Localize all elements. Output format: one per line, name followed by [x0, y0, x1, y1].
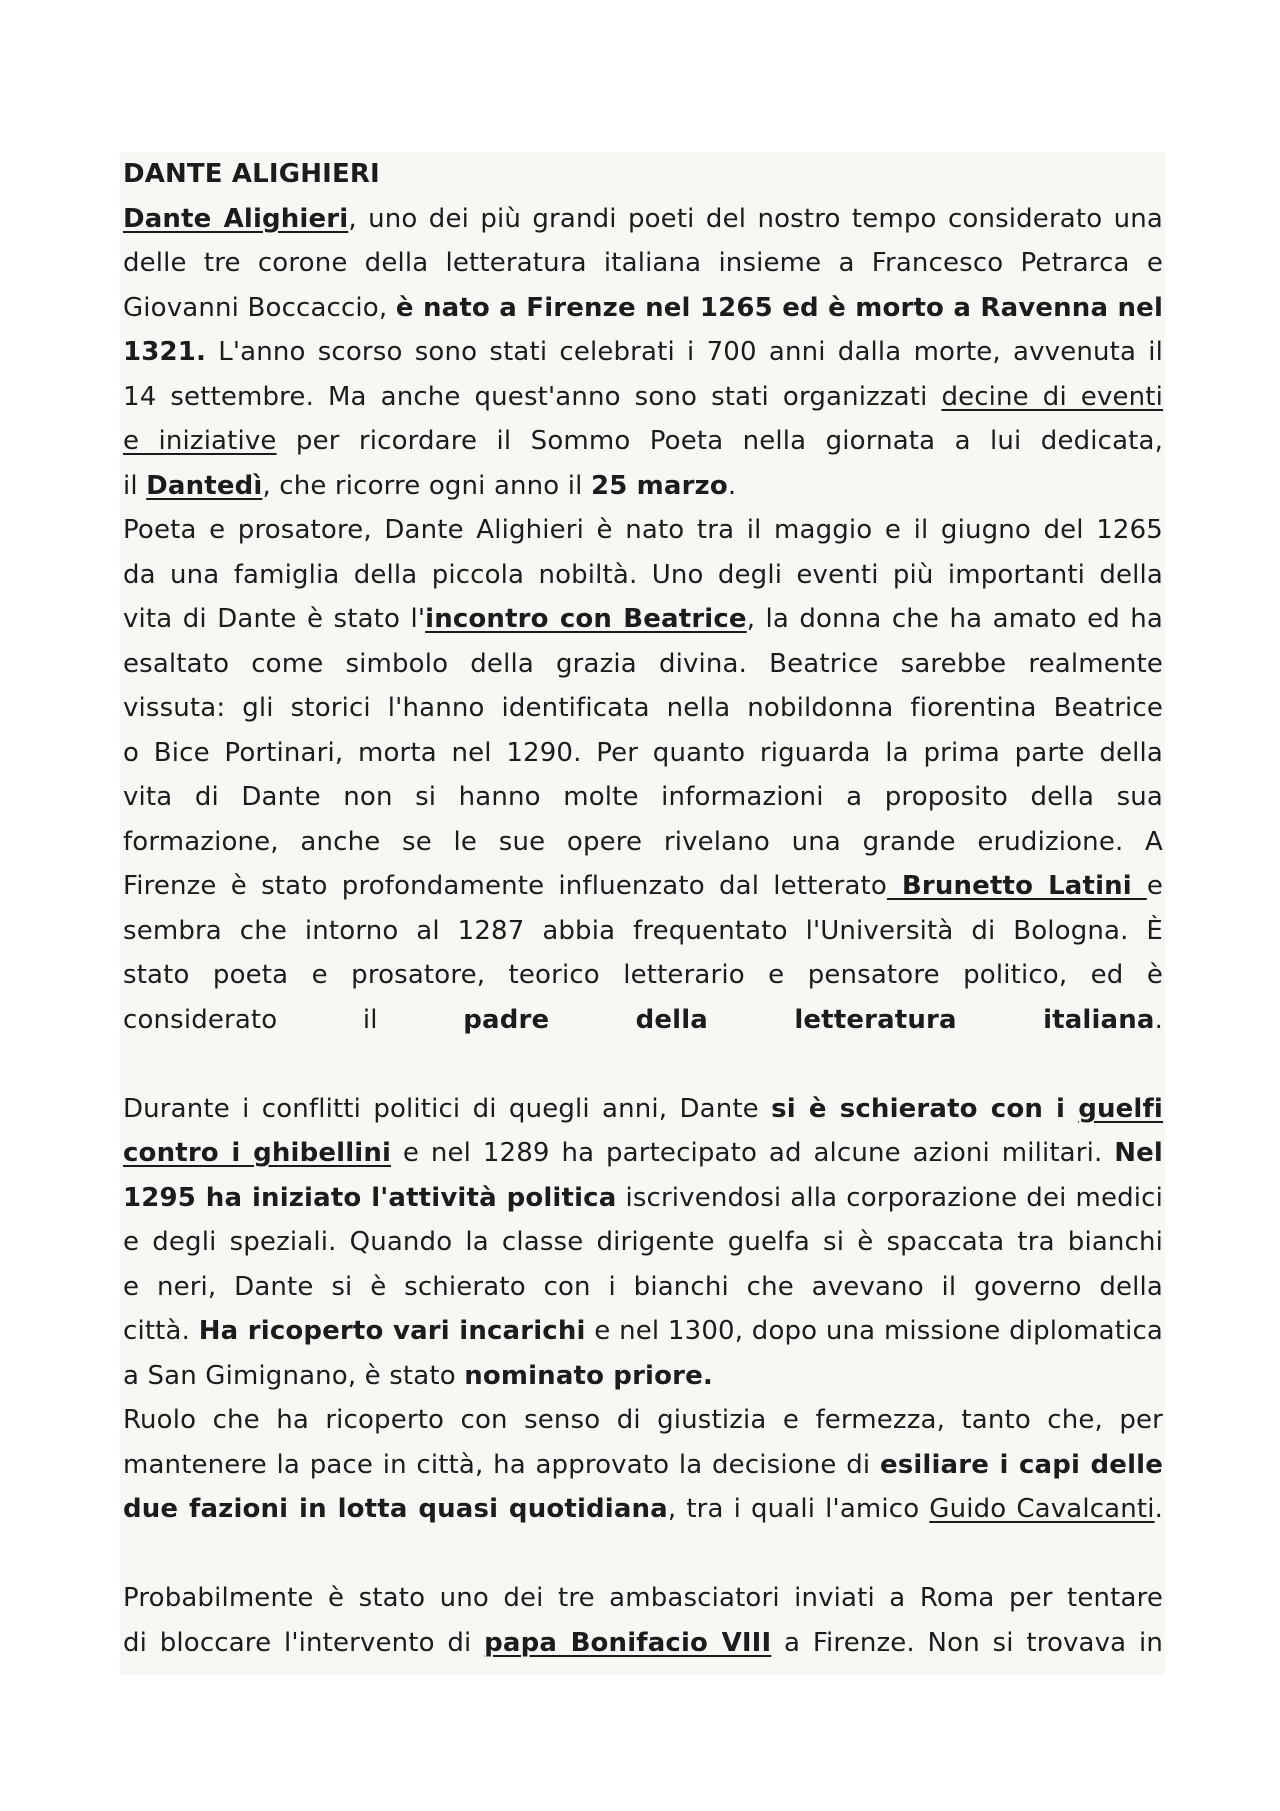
text-run: o Bice Portinari, morta nel 1290. Per quanto riguarda la prima parte della	[123, 737, 1163, 768]
text-run: , uno dei più grandi poeti del nostro tempo considerato una	[348, 203, 1163, 234]
text-run: stato poeta e prosatore, teorico letterario e pensatore politico, ed è	[123, 960, 1163, 990]
text-run: iscrivendosi alla corporazione dei medici	[616, 1182, 1163, 1213]
text-run: , la donna che ha amato ed ha	[746, 604, 1163, 634]
text-line	[123, 1487, 1163, 1532]
text-run: formazione, anche se le sue opere rivelano una grande erudizione. A	[123, 826, 1163, 857]
text-run: .	[1154, 1004, 1163, 1035]
text-run: e neri, Dante si è schierato con i bianchi che avevano il governo della	[123, 1271, 1163, 1302]
text-run: .	[727, 470, 737, 501]
underlined-text: Brunetto Latini	[886, 871, 1147, 901]
text-line	[123, 686, 1163, 731]
text-run: di bloccare l'intervento di	[123, 1627, 485, 1658]
text-run: .	[1154, 1494, 1163, 1524]
bold-text: 1295 ha iniziato l'attività politica	[123, 1182, 617, 1213]
bold-text: padre della letteratura italiana	[463, 1004, 1155, 1035]
text-line	[123, 508, 1163, 553]
bold-text: Ha ricoperto vari incarichi	[198, 1316, 586, 1346]
text-run: e degli speziali. Quando la classe dirigente guelfa si è spaccata tra bianchi	[123, 1227, 1163, 1257]
text-run: mantenere la pace in città, ha approvato la decisione di	[123, 1449, 880, 1480]
text-line	[123, 953, 1163, 998]
text-line	[123, 464, 1163, 509]
text-run: Probabilmente è stato uno dei tre ambasciatori inviati a Roma per tentare	[123, 1583, 1163, 1613]
text-run: considerato il	[123, 1004, 464, 1035]
text-run: Giovanni Boccaccio,	[123, 292, 396, 323]
underlined-text: papa Bonifacio VIII	[484, 1627, 772, 1658]
underlined-text: Dante Alighieri	[123, 203, 349, 234]
underlined-text: guelfi	[1078, 1093, 1163, 1124]
text-line	[123, 1443, 1163, 1488]
bold-text: 1321.	[123, 337, 206, 367]
text-line	[123, 731, 1163, 776]
text-run: sembra che intorno al 1287 abbia frequentato l'Università di Bologna. È	[123, 915, 1163, 946]
text-line	[123, 864, 1163, 909]
text-line	[123, 998, 1163, 1043]
text-run: e nel 1300, dopo una missione diplomatica	[585, 1316, 1163, 1346]
text-run: Ruolo che ha ricoperto con senso di giustizia e fermezza, tanto che, per	[123, 1405, 1163, 1435]
text-line	[123, 775, 1163, 820]
text-run: delle tre corone della letteratura italiana insieme a Francesco Petrarca e	[123, 248, 1163, 278]
text-run: da una famiglia della piccola nobiltà. Uno degli eventi più importanti della	[123, 559, 1163, 590]
underlined-text: e iniziative	[123, 426, 277, 456]
underlined-text: incontro con Beatrice	[425, 604, 747, 634]
underlined-text: contro i ghibellini	[123, 1138, 392, 1168]
text-run: 14 settembre. Ma anche quest'anno sono stati organizzati	[123, 381, 942, 412]
text-run: città.	[123, 1316, 199, 1346]
bold-text: nominato priore.	[464, 1360, 713, 1391]
bold-text: Nel	[1114, 1138, 1163, 1168]
underlined-text: decine di eventi	[941, 381, 1163, 412]
document-body	[123, 152, 1163, 1665]
underlined-text: Guido Cavalcanti	[929, 1494, 1155, 1524]
document-text	[123, 197, 1163, 1666]
text-run: per ricordare il Sommo Poeta nella giornata a lui dedicata,	[276, 426, 1163, 456]
text-line	[123, 1265, 1163, 1310]
bold-text: esiliare i capi delle	[879, 1449, 1163, 1480]
paragraph-break	[123, 1532, 1163, 1577]
bold-text: 25 marzo	[590, 470, 728, 501]
text-line	[123, 1087, 1163, 1132]
text-line	[123, 597, 1163, 642]
text-run: L'anno scorso sono stati celebrati i 700 anni dalla morte, avvenuta il	[206, 337, 1163, 367]
text-line	[123, 1576, 1163, 1621]
underlined-text: Dantedì	[146, 470, 263, 501]
document-title: DANTE ALIGHIERI	[123, 159, 380, 189]
text-run: vita di Dante non si hanno molte informazioni a proposito della sua	[123, 782, 1163, 812]
text-run: Durante i conflitti politici di quegli anni, Dante	[123, 1093, 772, 1124]
text-line	[123, 241, 1163, 286]
text-run: Firenze è stato profondamente influenzato dal letterato	[123, 871, 887, 901]
text-line	[123, 1131, 1163, 1176]
text-run: e	[1146, 871, 1163, 901]
text-run: e nel 1289 ha partecipato ad alcune azioni militari.	[391, 1138, 1115, 1168]
text-line	[123, 820, 1163, 865]
text-line	[123, 197, 1163, 242]
text-line	[123, 1398, 1163, 1443]
bold-text: due fazioni in lotta quasi quotidiana	[123, 1494, 668, 1524]
text-line	[123, 419, 1163, 464]
text-run: vita di Dante è stato l'	[123, 604, 426, 634]
paragraph-break	[123, 1042, 1163, 1087]
text-run: il	[123, 470, 147, 501]
text-run: a Firenze. Non si trovava in	[771, 1627, 1163, 1658]
text-line	[123, 1176, 1163, 1221]
text-run: a San Gimignano, è stato	[123, 1360, 465, 1391]
text-line	[123, 642, 1163, 687]
bold-text: è nato a Firenze nel 1265 ed è morto a Ravenna nel	[395, 292, 1164, 323]
text-run: vissuta: gli storici l'hanno identificata nella nobildonna fiorentina Beatrice	[123, 693, 1163, 723]
text-line	[123, 909, 1163, 954]
text-line	[123, 330, 1163, 375]
text-run: Poeta e prosatore, Dante Alighieri è nato tra il maggio e il giugno del 1265	[123, 515, 1163, 545]
text-line	[123, 553, 1163, 598]
text-line	[123, 1309, 1163, 1354]
text-run: , tra i quali l'amico	[667, 1494, 930, 1524]
bold-text: si è schierato con i	[771, 1093, 1079, 1124]
text-run: esaltato come simbolo della grazia divina. Beatrice sarebbe realmente	[123, 648, 1163, 679]
text-line	[123, 286, 1163, 331]
text-line	[123, 1354, 1163, 1399]
text-line	[123, 1220, 1163, 1265]
text-run: , che ricorre ogni anno il	[262, 470, 591, 501]
text-line	[123, 1621, 1163, 1666]
text-line	[123, 375, 1163, 420]
